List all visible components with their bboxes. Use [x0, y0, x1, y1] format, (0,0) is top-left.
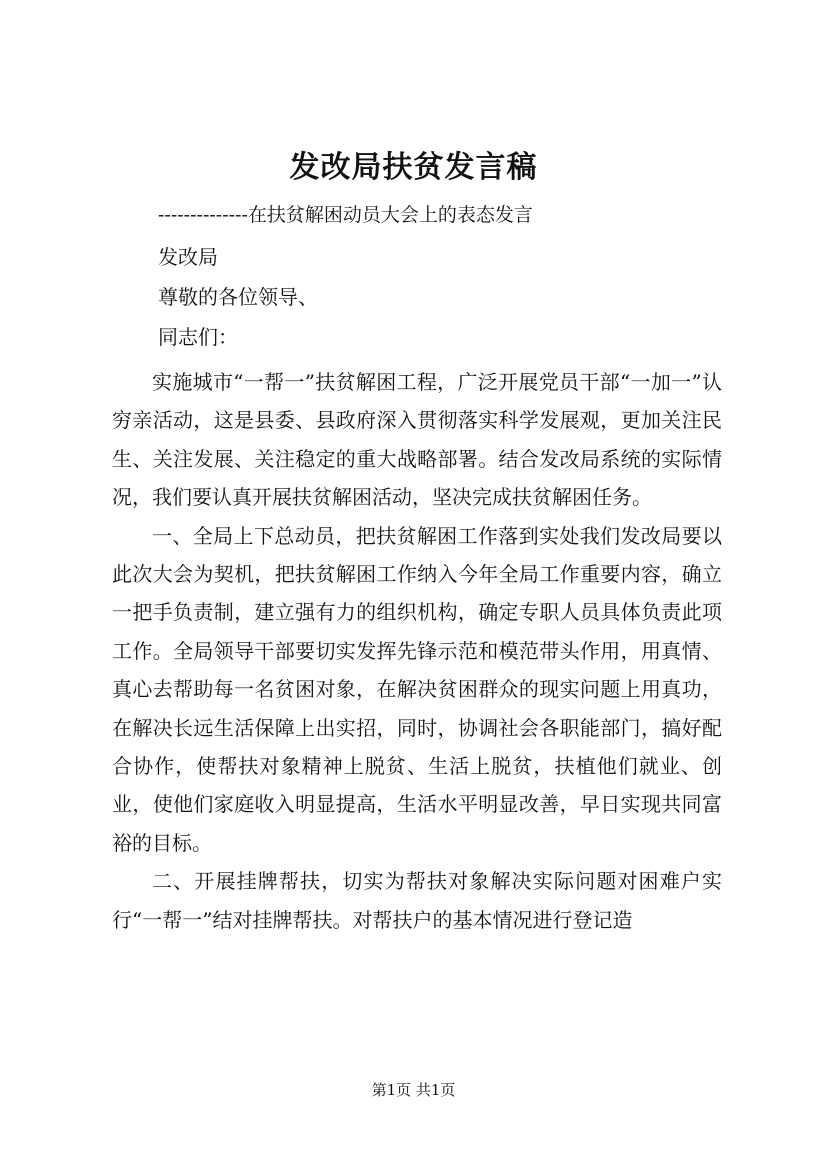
paragraph-1: 实施城市“一帮一”扶贫解困工程，广泛开展党员干部“一加一”认穷亲活动，这是县委、县政府深入贯彻落实科学发展观，更加关注民生、关注发展、关注稳定的重大战略部署。结合发改局系统的实际情况，我们要认真开展扶贫解困活动，坚决完成扶贫解困任务。 [112, 370, 722, 510]
document-title: 发改局扶贫发言稿 [289, 150, 538, 185]
paragraph-3: 二、开展挂牌帮扶，切实为帮扶对象解决实际问题对困难户实行“一帮一”结对挂牌帮扶。对帮扶户的基本情况进行登记造 [112, 869, 722, 932]
document-subtitle: --------------在扶贫解困动员大会上的表态发言 [158, 204, 533, 226]
paragraph-2: 一、全局上下总动员，把扶贫解困工作落到实处我们发改局要以此次大会为契机，把扶贫解困工作纳入今年全局工作重要内容，确立一把手负责制，建立强有力的组织机构，确定专职人员具体负责此项工作。全局领导干部要切实发挥先锋示范和模范带头作用，用真情、真心去帮助每一名贫困对象，在解决贫困群众的现实问题上用真功，在解决长远生活保障上出实招，同时，协调社会各职能部门，搞好配合协作，使帮扶对象精神上脱贫、生活上脱贫，扶植他们就业、创业，使他们家庭收入明显提高，生活水平明显改善，早日实现共同富裕的目标。 [112, 523, 722, 855]
page-footer: 第1页 共1页 [371, 1081, 456, 1099]
body-text [112, 363, 722, 939]
salutation-line-2: 同志们： [158, 325, 238, 349]
salutation-line-1: 尊敬的各位领导、 [158, 285, 318, 309]
author-line: 发改局 [158, 245, 218, 269]
